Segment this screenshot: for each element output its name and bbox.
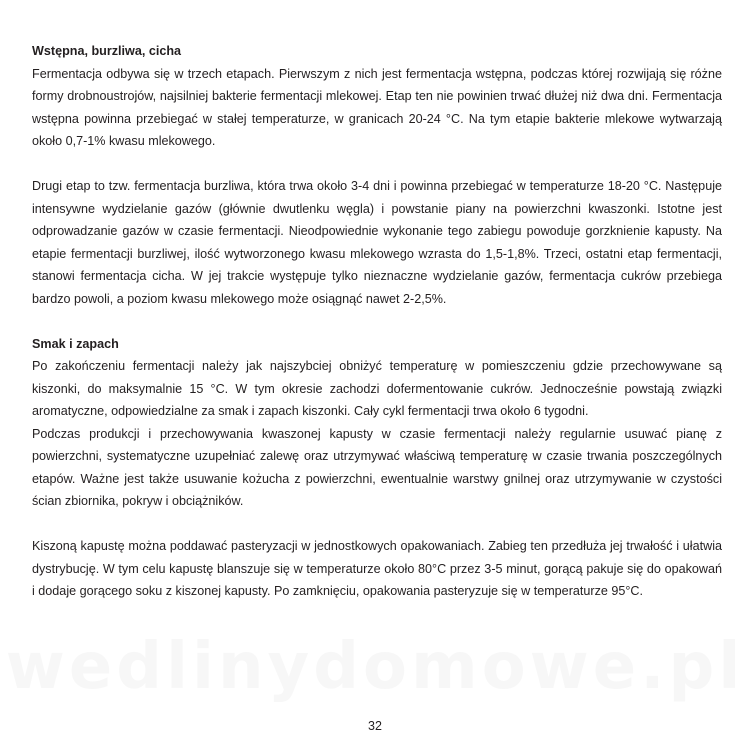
paragraph-taste-maintenance: Podczas produkcji i przechowywania kwaszonej kapusty w czasie fermentacji należy regularnie usuwać pianę z powierzchni, systematyczne uzupełniać zalewę oraz utrzymywać właściwą temperaturę w czasie trwania poszczególnych etapów. Ważne jest także usuwanie kożucha z powierzchni, ewentualnie warstwy gnilnej oraz utrzymywanie w czystości ścian zbiornika, pokryw i obciążników.	[32, 426, 722, 508]
paragraph-spacer	[32, 513, 722, 536]
paragraph-spacer	[32, 310, 722, 333]
paragraph-spacer	[32, 153, 722, 176]
section-heading-taste: Smak i zapach	[32, 336, 119, 351]
page-number: 32	[368, 719, 382, 733]
paragraph-fermentation-stages: Fermentacja odbywa się w trzech etapach. Pierwszym z nich jest fermentacja wstępna, podczas której rozwijają się różne formy drobnoustrojów, najsilniej bakterie fermentacji mlekowej. Etap ten nie powinien trwać dłużej niż dwa dni. Fermentacja wstępna powinna przebiegać w stałej temperaturze, w granicach 20-24 °C. Na tym etapie bakterie mlekowe wytwarzają około 0,7-1% kwasu mlekowego.	[32, 66, 722, 148]
section-heading-fermentation: Wstępna, burzliwa, cicha	[32, 44, 182, 58]
paragraph-pasteurization: Kiszoną kapustę można poddawać pasteryzacji w jednostkowych opakowaniach. Zabieg ten przedłuża jej trwałość i ułatwia dystrybucję. W tym celu kapustę blanszuje się w temperaturze około 80°C przez 3-5 minut, gorącą pakuje się do opakowań i dodaje gorącego soku z kiszonej kapusty. Po zamknięciu, opakowania pasteryzuje się w temperaturze 95°C.	[32, 539, 722, 598]
watermark-text: wedlinydomowe.pl	[5, 630, 745, 704]
paragraph-fermentation-turbulent: Drugi etap to tzw. fermentacja burzliwa, która trwa około 3-4 dni i powinna przebiegać w temperaturze 18-20 °C. Następuje intensywne wydzielanie gazów (głównie dwutlenku węgla) i powstanie piany na powierzchni kwaszonki. Istotne jest odprowadzanie gazów w czasie fermentacji. Nieodpowiednie wykonanie tego zabiegu powoduje gorzknienie kapusty. Na etapie fermentacji burzliwej, ilość wytworzonego kwasu mlekowego wzrasta do 1,5-1,8%. Trzeci, ostatni etap fermentacji, stanowi fermentacja cicha. W jej trakcie występuje tylko nieznaczne wydzielanie gazów, fermentacja cukrów przebiega bardzo powoli, a poziom kwasu mlekowego może osiągnąć nawet 2-2,5%.	[32, 179, 722, 306]
paragraph-taste-temperature: Po zakończeniu fermentacji należy jak najszybciej obniżyć temperaturę w pomieszczeniu gdzie przechowywane są kiszonki, do maksymalnie 15 °C. W tym okresie zachodzi dofermentowanie cukrów. Jednocześnie powstają związki aromatyczne, odpowiedzialne za smak i zapach kiszonki. Cały cykl fermentacji trwa około 6 tygodni.	[32, 359, 722, 418]
document-page	[32, 40, 722, 603]
